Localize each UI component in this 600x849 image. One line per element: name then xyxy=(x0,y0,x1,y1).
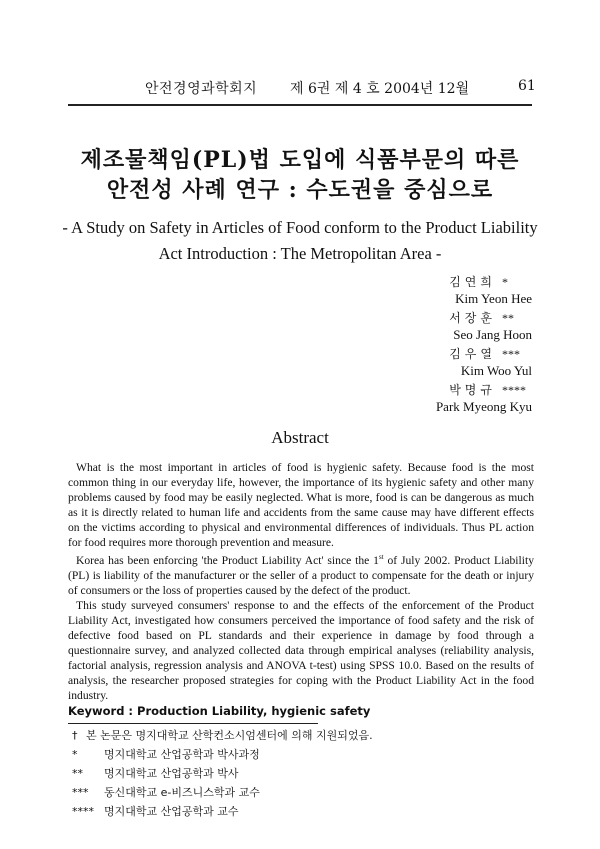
keywords: Keyword : Production Liability, hygienic safety xyxy=(68,703,371,718)
footnote: ** 명지대학교 산업공학과 박사 xyxy=(72,767,239,780)
author-korean-name: 서장훈 ** xyxy=(282,309,532,327)
page-number: 61 xyxy=(518,78,536,94)
korean-title-line-1: 제조물책임(PL)법 도입에 식품부문의 따른 xyxy=(80,147,520,173)
footnote: * 명지대학교 산업공학과 박사과정 xyxy=(72,748,260,761)
author-affiliation-mark: ** xyxy=(502,311,514,325)
abstract-heading: Abstract xyxy=(271,428,329,447)
author-korean-name: 김우열 *** xyxy=(282,345,532,363)
abstract-paragraph-2: Korea has been enforcing 'the Product Liability Act' since the 1st of July 2002. Product Liability (PL) is liability of the manufacturer or the seller of a product to compensate for the death or injury of consumers or the loss of properties caused by the defect of the product. xyxy=(68,553,534,597)
header-rule xyxy=(68,104,532,106)
abstract-body xyxy=(68,460,534,719)
abstract-paragraph-1: What is the most important in articles of food is hygienic safety. Because food is the most common thing in our everyday life, however, the importance of its hygienic safety and other many problems caused by food may be easily neglected. What is more, food is can be dangerous as much as it is directly related to human life and accidents from the same cause may have different effects on the victims according to physical and environmental differences of individuals. Thus PL action for food requires more thorough prevention and measure. xyxy=(68,461,534,549)
author-english-name: Seo Jang Hoon xyxy=(453,327,532,342)
footnote: † 본 논문은 명지대학교 산학컨소시엄센터에 의해 지원되었음. xyxy=(72,729,373,742)
korean-title-line-2: 안전성 사례 연구 : 수도권을 중심으로 xyxy=(106,177,494,203)
issue-info: 제 6권 제 4 호 2004년 12월 xyxy=(290,81,470,97)
author-affiliation-mark: **** xyxy=(502,383,526,397)
author-english-name: Kim Yeon Hee xyxy=(455,291,532,306)
footnote-rule xyxy=(68,723,318,724)
author-affiliation-mark: * xyxy=(502,275,508,289)
author-english-name: Park Myeong Kyu xyxy=(435,399,532,414)
author-english-name: Kim Woo Yul xyxy=(460,363,532,378)
author-list xyxy=(282,273,532,417)
footnote: *** 동신대학교 e-비즈니스학과 교수 xyxy=(72,786,260,799)
english-title-line-2: Act Introduction : The Metropolitan Area - xyxy=(158,244,442,263)
author-korean-name: 박명규 **** xyxy=(282,381,532,399)
running-header xyxy=(0,70,600,100)
author-korean-name: 김연희 * xyxy=(282,273,532,291)
journal-name: 안전경영과학회지 xyxy=(145,81,258,97)
author-affiliation-mark: *** xyxy=(502,347,520,361)
footnotes xyxy=(72,726,532,821)
abstract-paragraph-3: This study surveyed consumers' response to and the effects of the enforcement of the Product Liability Act, investigated how consumers perceived the importance of food safety and the risk of defective food based on PL standards and their experience in damage by food through a questionnaire survey, and analyzed collected data through empirical analyses (reliability analysis, factorial analysis, regression analysis and ANOVA t-test) using SPSS 10.0. Based on the results of analysis, the researcher proposed strategies for coping with the Product Liability Act in the food industry. xyxy=(68,598,534,702)
footnote: **** 명지대학교 산업공학과 교수 xyxy=(72,805,239,818)
english-title-line-1: - A Study on Safety in Articles of Food conform to the Product Liability xyxy=(62,218,538,237)
